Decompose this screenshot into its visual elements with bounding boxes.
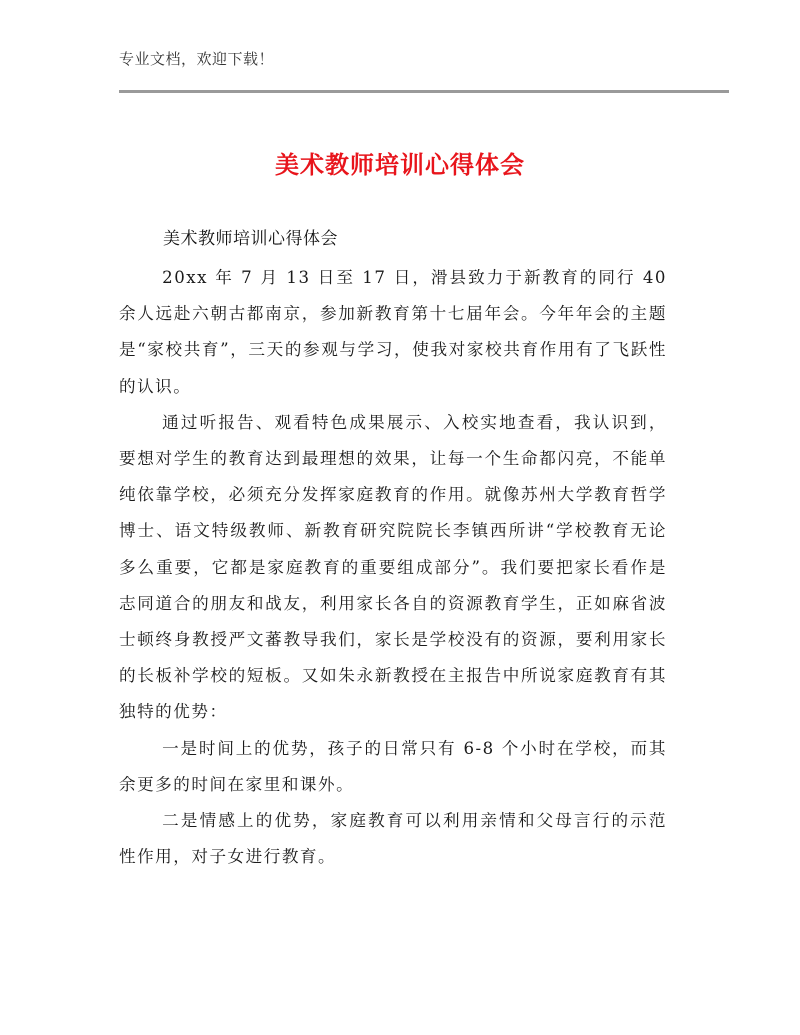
body-paragraph: 二是情感上的优势，家庭教育可以利用亲情和父母言行的示范性作用，对子女进行教育。 bbox=[119, 811, 667, 867]
document-body bbox=[119, 260, 667, 875]
document-subtitle: 美术教师培训心得体会 bbox=[163, 229, 338, 249]
document-title: 美术教师培训心得体会 bbox=[275, 151, 525, 179]
body-paragraph: 20xx 年 7 月 13 日至 17 日，滑县致力于新教育的同行 40 余人远赴六朝古都南京，参加新教育第十七届年会。今年年会的主题是“家校共育”，三天的参观与学习，使我对家校共育作用有了飞跃性的认识。 bbox=[119, 268, 667, 396]
header-divider bbox=[119, 90, 729, 93]
body-paragraph: 一是时间上的优势，孩子的日常只有 6-8 个小时在学校，而其余更多的时间在家里和课外。 bbox=[119, 738, 667, 794]
header-note: 专业文档，欢迎下载！ bbox=[119, 50, 275, 68]
body-paragraph: 通过听报告、观看特色成果展示、入校实地查看，我认识到，要想对学生的教育达到最理想的效果，让每一个生命都闪亮，不能单纯依靠学校，必须充分发挥家庭教育的作用。就像苏州大学教育哲学博士、语文特级教师、新教育研究院院长李镇西所讲“学校教育无论多么重要，它都是家庭教育的重要组成部分”。我们要把家长看作是志同道合的朋友和战友，利用家长各自的资源教育学生，正如麻省波士顿终身教授严文蕃教导我们，家长是学校没有的资源，要利用家长的长板补学校的短板。又如朱永新教授在主报告中所说家庭教育有其独特的优势： bbox=[119, 412, 667, 722]
